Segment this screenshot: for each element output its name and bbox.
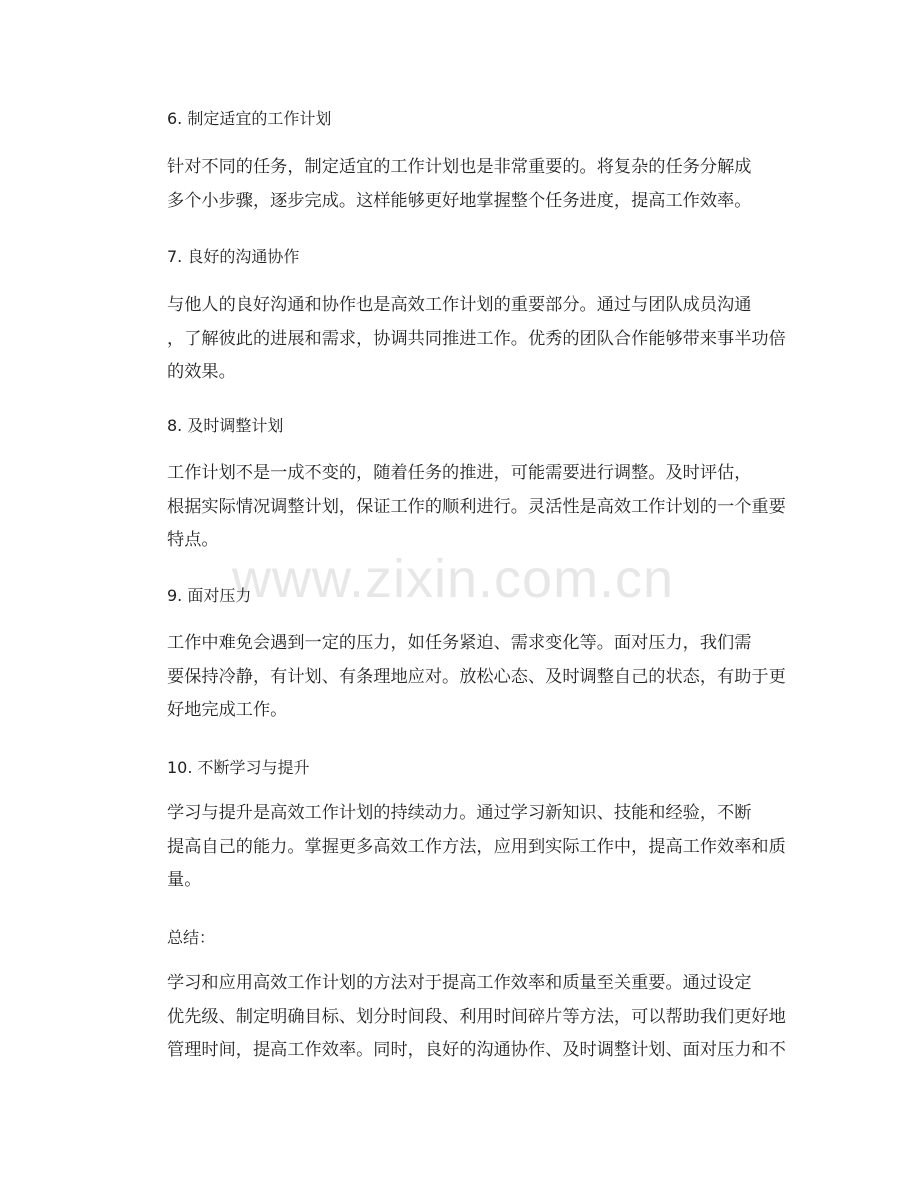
paragraph-line: 要保持冷静，有计划、有条理地应对。放松心态、及时调整自己的状态，有助于更 — [167, 666, 786, 687]
paragraph-line: 针对不同的任务，制定适宜的工作计划也是非常重要的。将复杂的任务分解成 — [167, 157, 752, 177]
paragraph-line: 根据实际情况调整计划，保证工作的顺利进行。灵活性是高效工作计划的一个重要 — [167, 496, 786, 517]
paragraph-line: 好地完成工作。 — [167, 700, 288, 720]
paragraph-line: 特点。 — [167, 530, 219, 550]
paragraph-line: 提高自己的能力。掌握更多高效工作方法，应用到实际工作中，提高工作效率和质 — [167, 836, 786, 857]
heading-section-9: 9. 面对压力 — [167, 586, 252, 605]
paragraph-section-10 — [167, 797, 807, 898]
watermark: www.zixin.com.cn — [232, 549, 675, 609]
paragraph-section-9 — [167, 627, 807, 728]
paragraph-line: 的效果。 — [167, 362, 236, 382]
heading-section-8: 8. 及时调整计划 — [167, 416, 284, 435]
paragraph-line: 优先级、制定明确目标、划分时间段、利用时间碎片等方法，可以帮助我们更好地 — [167, 1006, 786, 1027]
heading-section-7: 7. 良好的沟通协作 — [167, 247, 300, 266]
paragraph-section-7 — [167, 289, 807, 390]
paragraph-line: 学习和应用高效工作计划的方法对于提高工作效率和质量至关重要。通过设定 — [167, 973, 752, 993]
paragraph-line: 管理时间，提高工作效率。同时，良好的沟通协作、及时调整计划、面对压力和不 — [167, 1040, 786, 1060]
paragraph-line: 量。 — [167, 870, 202, 890]
paragraph-section-8 — [167, 457, 807, 558]
paragraph-line: 工作计划不是一成不变的，随着任务的推进，可能需要进行调整。及时评估， — [167, 463, 752, 483]
paragraph-line: 学习与提升是高效工作计划的持续动力。通过学习新知识、技能和经验，不断 — [167, 803, 752, 823]
heading-summary: 总结： — [167, 928, 216, 947]
heading-section-10: 10. 不断学习与提升 — [167, 758, 310, 777]
paragraph-section-6 — [167, 151, 807, 218]
paragraph-line: 工作中难免会遇到一定的压力，如任务紧迫、需求变化等。面对压力，我们需 — [167, 633, 752, 653]
paragraph-line: 与他人的良好沟通和协作也是高效工作计划的重要部分。通过与团队成员沟通 — [167, 295, 752, 315]
paragraph-line: ，了解彼此的进展和需求，协调共同推进工作。优秀的团队合作能够带来事半功倍 — [167, 328, 786, 349]
paragraph-line: 多个小步骤，逐步完成。这样能够更好地掌握整个任务进度，提高工作效率。 — [167, 190, 752, 211]
heading-section-6: 6. 制定适宜的工作计划 — [167, 109, 332, 128]
paragraph-summary — [167, 967, 807, 1068]
